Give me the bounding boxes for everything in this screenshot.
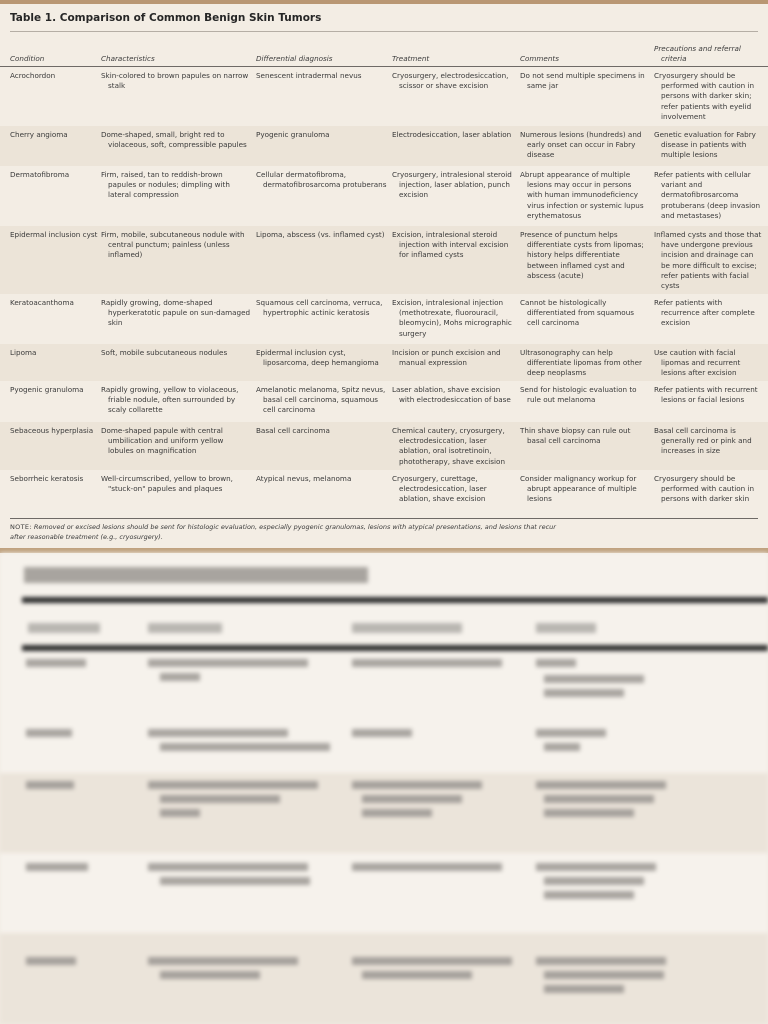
cell-comments: Ultrasonography can help differentiate lipomas from other deep neoplasms xyxy=(520,348,642,378)
table-row xyxy=(0,226,768,294)
cell-condition: Acrochordon xyxy=(10,71,56,80)
blurred-text xyxy=(160,673,200,681)
blurred-text xyxy=(544,891,634,899)
title-divider xyxy=(10,31,758,32)
blurred-text xyxy=(160,809,200,817)
blurred-text xyxy=(148,659,308,667)
blurred-text xyxy=(544,675,644,683)
cell-treatment: Laser ablation, shave excision with electrodesiccation of base xyxy=(392,385,511,405)
cell-differential: Pyogenic granuloma xyxy=(256,130,330,139)
column-header-precautions: Precautions and referral criteria xyxy=(654,43,741,63)
blurred-text xyxy=(148,863,308,871)
cell-differential: Atypical nevus, melanoma xyxy=(256,474,352,483)
cell-condition: Seborrheic keratosis xyxy=(10,474,84,483)
cell-precautions: Basal cell carcinoma is generally red or pink and increases in size xyxy=(654,426,752,456)
table-header-row xyxy=(0,38,768,67)
cell-treatment: Excision, intralesional steroid injection with interval excision for inflamed cysts xyxy=(392,230,509,260)
cell-precautions: Genetic evaluation for Fabry disease in patients with multiple lesions xyxy=(654,130,756,160)
cell-differential: Basal cell carcinoma xyxy=(256,426,330,435)
cell-condition: Lipoma xyxy=(10,348,37,357)
cell-differential: Amelanotic melanoma, Spitz nevus, basal cell carcinoma, squamous cell carcinoma xyxy=(256,385,386,415)
blurred-text xyxy=(148,729,288,737)
column-header-characteristics: Characteristics xyxy=(101,53,155,63)
blurred-text xyxy=(26,729,72,737)
blurred-header xyxy=(28,623,100,633)
cell-treatment: Cryosurgery, electrodesiccation, scissor or shave excision xyxy=(392,71,509,91)
blurred-text xyxy=(160,971,260,979)
cell-precautions: Inflamed cysts and those that have undergone previous incision and drainage can be more difficult to excise; refer patients with facial cysts xyxy=(654,230,762,291)
blurred-header xyxy=(536,623,596,633)
cell-comments: Cannot be histologically differentiated from squamous cell carcinoma xyxy=(520,298,634,328)
cell-comments: Consider malignancy workup for abrupt appearance of multiple lesions xyxy=(520,474,637,504)
cell-comments: Send for histologic evaluation to rule out melanoma xyxy=(520,385,637,405)
cell-treatment: Electrodesiccation, laser ablation xyxy=(392,130,512,139)
table-row xyxy=(0,166,768,226)
cell-differential: Cellular dermatofibroma, dermatofibrosarcoma protuberans xyxy=(256,170,387,190)
table-row xyxy=(0,67,768,126)
cell-condition: Sebaceous hyperplasia xyxy=(10,426,94,435)
blurred-text xyxy=(362,795,462,803)
cell-condition: Dermatofibroma xyxy=(10,170,70,179)
cell-condition: Keratoacanthoma xyxy=(10,298,74,307)
cell-characteristics: Dome-shaped papule with central umbilication and uniform yellow lobules on magnification xyxy=(101,426,224,456)
table-bottom-rule xyxy=(10,518,758,519)
table-footnote xyxy=(10,523,570,542)
blurred-text xyxy=(536,729,606,737)
cell-treatment: Excision, intralesional injection (methotrexate, fluorouracil, bleomycin), Mohs micrographic surgery xyxy=(392,298,512,338)
blurred-text xyxy=(362,809,432,817)
table-row xyxy=(0,344,768,381)
cell-differential: Squamous cell carcinoma, verruca, hypertrophic actinic keratosis xyxy=(256,298,383,318)
cell-characteristics: Well-circumscribed, yellow to brown, "stuck-on" papules and plaques xyxy=(101,474,233,494)
blurred-text xyxy=(536,957,666,965)
blurred-text xyxy=(544,971,664,979)
cell-comments: Do not send multiple specimens in same jar xyxy=(520,71,645,91)
cell-precautions: Refer patients with recurrent lesions or facial lesions xyxy=(654,385,758,405)
cell-precautions: Refer patients with recurrence after complete excision xyxy=(654,298,755,328)
cell-comments: Numerous lesions (hundreds) and early onset can occur in Fabry disease xyxy=(520,130,642,160)
table-row xyxy=(0,126,768,166)
table-row xyxy=(0,470,768,512)
blurred-text xyxy=(352,781,482,789)
cell-comments: Presence of punctum helps differentiate cysts from lipomas; history helps differentiate between inflamed cyst and abscess (acute) xyxy=(520,230,644,280)
blurred-text xyxy=(26,659,86,667)
blurred-header xyxy=(148,623,222,633)
blurred-rule xyxy=(22,597,768,603)
blurred-text xyxy=(544,985,624,993)
cell-characteristics: Soft, mobile subcutaneous nodules xyxy=(101,348,228,357)
table-row xyxy=(0,381,768,422)
cell-treatment: Incision or punch excision and manual expression xyxy=(392,348,501,368)
column-header-treatment: Treatment xyxy=(392,53,430,63)
cell-comments: Thin shave biopsy can rule out basal cell carcinoma xyxy=(520,426,631,446)
blurred-text xyxy=(536,659,576,667)
footnote-label: NOTE: xyxy=(10,523,32,531)
cell-precautions: Refer patients with cellular variant and dermatofibrosarcoma protuberans (deep invasion and metastases) xyxy=(654,170,761,220)
blurred-text xyxy=(160,795,280,803)
cell-precautions: Use caution with facial lipomas and recurrent lesions after excision xyxy=(654,348,741,378)
blurred-title xyxy=(24,567,368,583)
blurred-text xyxy=(160,877,310,885)
cell-characteristics: Skin-colored to brown papules on narrow stalk xyxy=(101,71,249,91)
cell-differential: Epidermal inclusion cyst, liposarcoma, deep hemangioma xyxy=(256,348,379,368)
blurred-text xyxy=(544,877,644,885)
cell-characteristics: Dome-shaped, small, bright red to violaceous, soft, compressible papules xyxy=(101,130,247,150)
blurred-text xyxy=(26,781,74,789)
blurred-text xyxy=(352,659,502,667)
cell-comments: Abrupt appearance of multiple lesions may occur in persons with human immunodeficiency virus infection or systemic lupus erythematosus xyxy=(520,170,644,220)
column-header-condition: Condition xyxy=(10,53,45,63)
cell-characteristics: Firm, raised, tan to reddish-brown papules or nodules; dimpling with lateral compression xyxy=(101,170,230,200)
blurred-text xyxy=(26,863,88,871)
blurred-text xyxy=(352,729,412,737)
cell-differential: Lipoma, abscess (vs. inflamed cyst) xyxy=(256,230,385,239)
blurred-text xyxy=(544,743,580,751)
cell-characteristics: Rapidly growing, dome-shaped hyperkeratotic papule on sun-damaged skin xyxy=(101,298,251,328)
cell-differential: Senescent intradermal nevus xyxy=(256,71,362,80)
blurred-text xyxy=(544,795,654,803)
table-row xyxy=(0,422,768,470)
table-row xyxy=(0,294,768,344)
blurred-rule xyxy=(22,645,768,651)
blurred-table-preview xyxy=(0,553,768,1024)
blurred-text xyxy=(544,809,634,817)
blurred-header xyxy=(352,623,462,633)
blurred-text xyxy=(160,743,330,751)
cell-condition: Cherry angioma xyxy=(10,130,68,139)
table-panel xyxy=(0,4,768,548)
cell-characteristics: Firm, mobile, subcutaneous nodule with central punctum; painless (unless inflamed) xyxy=(101,230,245,260)
blurred-text xyxy=(544,689,624,697)
blurred-text xyxy=(536,781,666,789)
cell-treatment: Cryosurgery, intralesional steroid injection, laser ablation, punch excision xyxy=(392,170,512,200)
cell-characteristics: Rapidly growing, yellow to violaceous, friable nodule, often surrounded by scaly collarette xyxy=(101,385,239,415)
blurred-text xyxy=(148,781,318,789)
cell-condition: Epidermal inclusion cyst xyxy=(10,230,98,239)
table-title: Table 1. Comparison of Common Benign Skin Tumors xyxy=(10,12,322,24)
blurred-text xyxy=(362,971,472,979)
column-header-differential: Differential diagnosis xyxy=(256,53,333,63)
cell-condition: Pyogenic granuloma xyxy=(10,385,84,394)
cell-precautions: Cryosurgery should be performed with caution in persons with darker skin xyxy=(654,474,755,504)
blurred-text xyxy=(352,957,512,965)
column-header-comments: Comments xyxy=(520,53,559,63)
cell-precautions: Cryosurgery should be performed with caution in persons with darker skin; refer patients with eyelid involvement xyxy=(654,71,755,121)
blurred-text xyxy=(536,863,656,871)
blurred-text xyxy=(352,863,502,871)
footnote-text: Removed or excised lesions should be sent for histologic evaluation, especially pyogenic granulomas, lesions with atypical presentations, and lesions that recur after reasonable treatment (e.g., cryosurgery). xyxy=(10,523,556,541)
cell-treatment: Chemical cautery, cryosurgery, electrodesiccation, laser ablation, oral isotretinoin, phototherapy, shave excision xyxy=(392,426,506,466)
cell-treatment: Cryosurgery, curettage, electrodesiccation, laser ablation, shave excision xyxy=(392,474,487,504)
blurred-text xyxy=(148,957,298,965)
blurred-text xyxy=(26,957,76,965)
